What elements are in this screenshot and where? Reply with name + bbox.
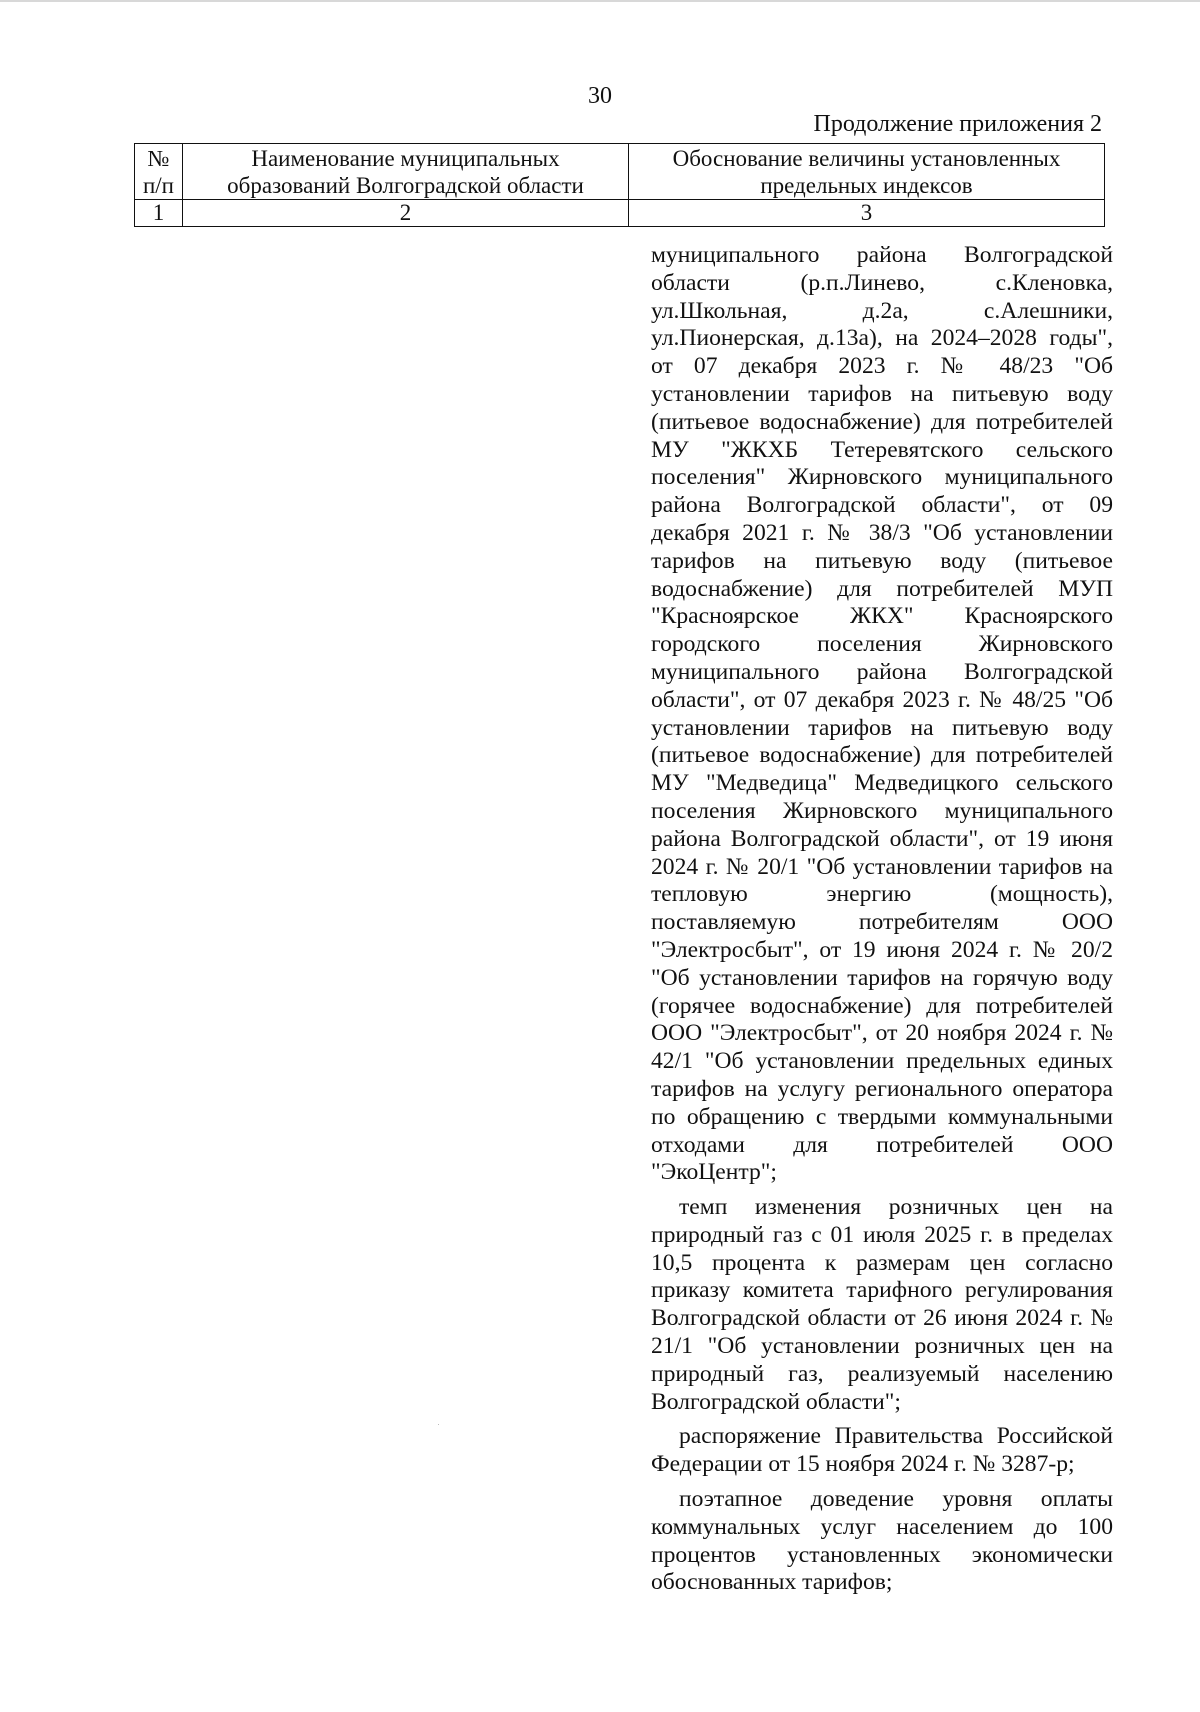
page-number: 30 bbox=[588, 83, 612, 109]
header-row bbox=[135, 144, 1105, 200]
paragraph-government-order: распоряжение Правительства Российской Федерации от 15 ноября 2024 г. № 3287-р; bbox=[651, 1423, 1113, 1478]
paragraph-tariff-orders: муниципального района Волгоградской области (р.п.Линево, с.Кленовка, ул.Школьная, д.2а, с.Алешники, ул.Пионерская, д.13а), на 2024–2028 годы", от 07 декабря 2023 г. № 48/23 "Об установлении тарифов на питьевую воду (питьевое водоснабжение) для потребителей МУ "ЖКХБ Тетеревятского сельского поселения" Жирновского муниципального района Волгоградской области", от 09 декабря 2021 г. № 38/3 "Об установлении тарифов на питьевую воду (питьевое водоснабжение) для потребителей МУП "Красноярское ЖКХ" Красноярского городского поселения Жирновского муниципального района Волгоградской области", от 07 декабря 2023 г. № 48/25 "Об установлении тарифов на питьевую воду (питьевое водоснабжение) для потребителей МУ "Медведица" Медведицкого сельского поселения Жирновского муниципального района Волгоградской области", от 19 июня 2024 г. № 20/1 "Об установлении тарифов на тепловую энергию (мощность), поставляемую потребителям ООО "Электросбыт", от 19 июня 2024 г. № 20/2 "Об установлении тарифов на горячую воду (горячее водоснабжение) для потребителей ООО "Электросбыт", от 20 ноября 2024 г. № 42/1 "Об установлении предельных единых тарифов на услугу регионального оператора по обращению с твердыми коммунальными отходами для потребителей ООО "ЭкоЦентр"; bbox=[651, 242, 1113, 1186]
table-header bbox=[134, 143, 1105, 227]
column-index-2: 2 bbox=[183, 200, 629, 227]
justification-text bbox=[651, 242, 1113, 1604]
continuation-note: Продолжение приложения 2 bbox=[813, 111, 1102, 137]
column-header-justification: Обоснование величины установленных предельных индексов bbox=[629, 144, 1105, 200]
column-index-row bbox=[135, 200, 1105, 227]
scan-edge bbox=[0, 0, 1200, 2]
column-index-1: 1 bbox=[135, 200, 183, 227]
column-header-number: № п/п bbox=[135, 144, 183, 200]
paragraph-payment-level: поэтапное доведение уровня оплаты коммунальных услуг населением до 100 процентов установленных экономически обоснованных тарифов; bbox=[651, 1486, 1113, 1596]
column-index-3: 3 bbox=[629, 200, 1105, 227]
paragraph-gas-prices: темп изменения розничных цен на природный газ с 01 июля 2025 г. в пределах 10,5 процента к размерам цен согласно приказу комитета тарифного регулирования Волгоградской области от 26 июня 2024 г. № 21/1 "Об установлении розничных цен на природный газ, реализуемый населению Волгоградской области"; bbox=[651, 1194, 1113, 1415]
column-header-municipality: Наименование муниципальных образований Волгоградской области bbox=[183, 144, 629, 200]
scan-artifact bbox=[438, 1424, 439, 1425]
